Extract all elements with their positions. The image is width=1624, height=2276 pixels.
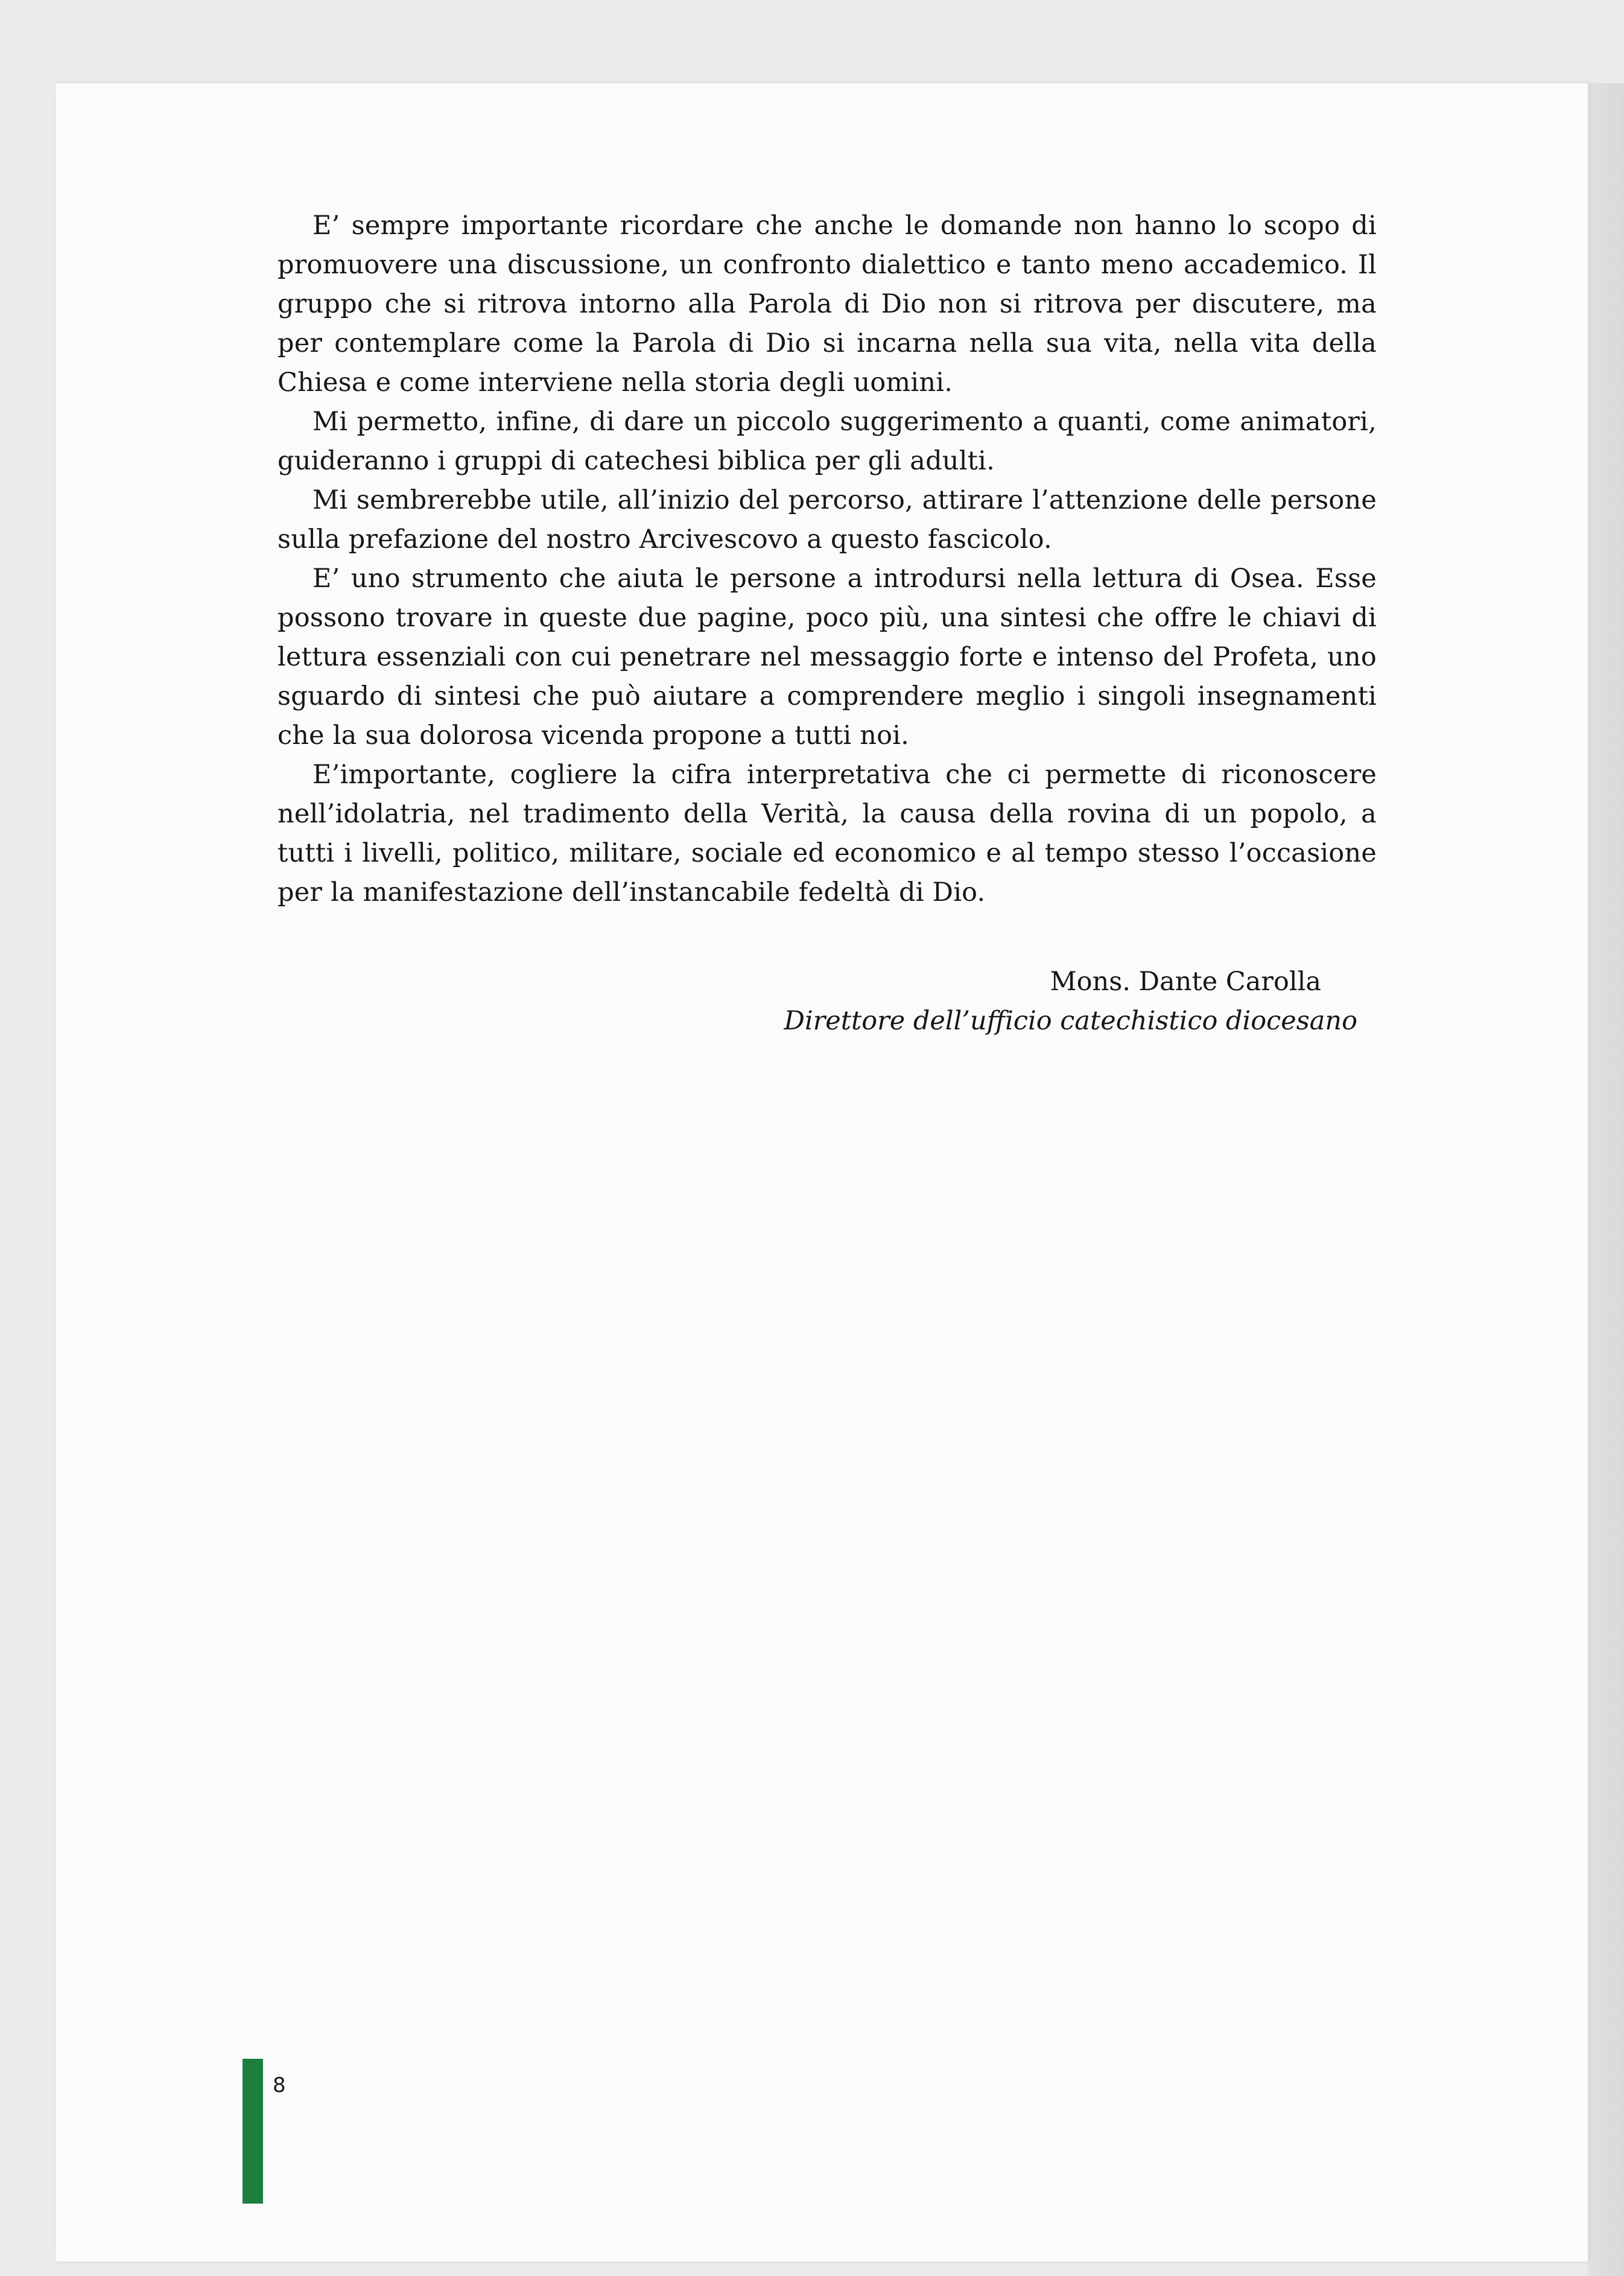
signature-office: Direttore dell’ufficio catechistico diocesano	[784, 1006, 1357, 1036]
page-edge-shadow	[1588, 83, 1624, 2276]
paragraph-5: E’importante, cogliere la cifra interpretativa che ci permette di riconoscere nell’idolatria, nel tradimento della Verità, la causa della rovina di un popolo, a tutti i livelli, politico, militare, sociale ed economico e al tempo stesso l’occasione per la manifestazione dell’instancabile fedeltà di Dio.	[278, 760, 1377, 908]
signature-block	[712, 962, 1357, 1041]
signature-name: Mons. Dante Carolla	[1050, 967, 1321, 997]
paragraph-3: Mi sembrerebbe utile, all’inizio del percorso, attirare l’attenzione delle persone sulla prefazione del nostro Arcivescovo a questo fascicolo.	[278, 485, 1377, 555]
page-number: 8	[273, 2073, 286, 2097]
paragraph-1: E’ sempre importante ricordare che anche le domande non hanno lo scopo di promuovere una discussione, un confronto dialettico e tanto meno accademico. Il gruppo che si ritrova intorno alla Parola di Dio non si ritrova per discutere, ma per contemplare come la Parola di Dio si incarna nella sua vita, nella vita della Chiesa e come interviene nella storia degli uomini.	[278, 211, 1377, 398]
paragraph-2: Mi permetto, infine, di dare un piccolo suggerimento a quanti, come animatori, guideranno i gruppi di catechesi biblica per gli adulti.	[278, 407, 1377, 476]
green-margin-bar	[243, 2059, 263, 2204]
body-text	[278, 206, 1377, 912]
paragraph-4: E’ uno strumento che aiuta le persone a introdursi nella lettura di Osea. Esse possono trovare in queste due pagine, poco più, una sintesi che offre le chiavi di lettura essenziali con cui penetrare nel messaggio forte e intenso del Profeta, uno sguardo di sintesi che può aiutare a comprendere meglio i singoli insegnamenti che la sua dolorosa vicenda propone a tutti noi.	[278, 564, 1377, 751]
